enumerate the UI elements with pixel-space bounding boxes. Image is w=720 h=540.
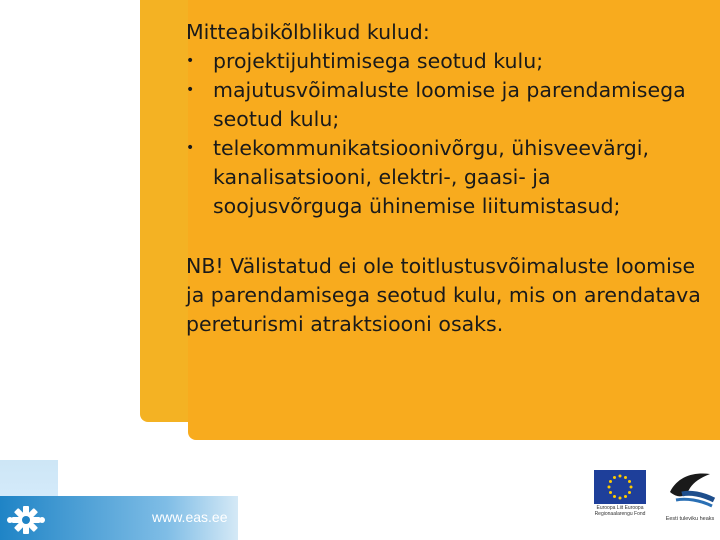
list-item-text: projektijuhtimisega seotud kulu; [213,49,544,73]
estonia-logo-caption: Eesti tuleviku heaks [665,516,715,522]
list-item [186,47,706,76]
list-item-text: majutusvõimaluste loomise ja parendamisega seotud kulu; [213,78,686,131]
estonia-logo [660,470,720,526]
eu-logo [592,470,648,526]
slide-heading: Mitteabikõlblikud kulud: [186,20,430,44]
list-item [186,76,706,134]
bullet: • [186,53,195,69]
eu-flag-icon [594,470,646,504]
bullet: • [186,140,195,156]
eu-stars [594,470,646,504]
list-item-text: telekommunikatsioonivõrgu, ühisveevärgi, kanalisatsiooni, elektri-, gaasi- ja soojusvõrguga ühinemise liitumistasud; [213,136,650,218]
eas-star-logo-icon [4,504,48,536]
note-text: NB! Välistatud ei ole toitlustusvõimaluste loomise ja parendamisega seotud kulu, mis on arendatava pereturismi atraktsiooni osaks. [186,254,701,336]
eu-logo-caption: Euroopa Liit Euroopa Regionaalarengu Fond [594,505,646,517]
list-item [186,134,706,221]
estonian-swallow-icon [660,470,720,512]
ineligible-costs-list [186,47,706,221]
slide-content [186,18,706,360]
website-link[interactable]: www.eas.ee [152,509,228,525]
bullet: • [186,82,195,98]
